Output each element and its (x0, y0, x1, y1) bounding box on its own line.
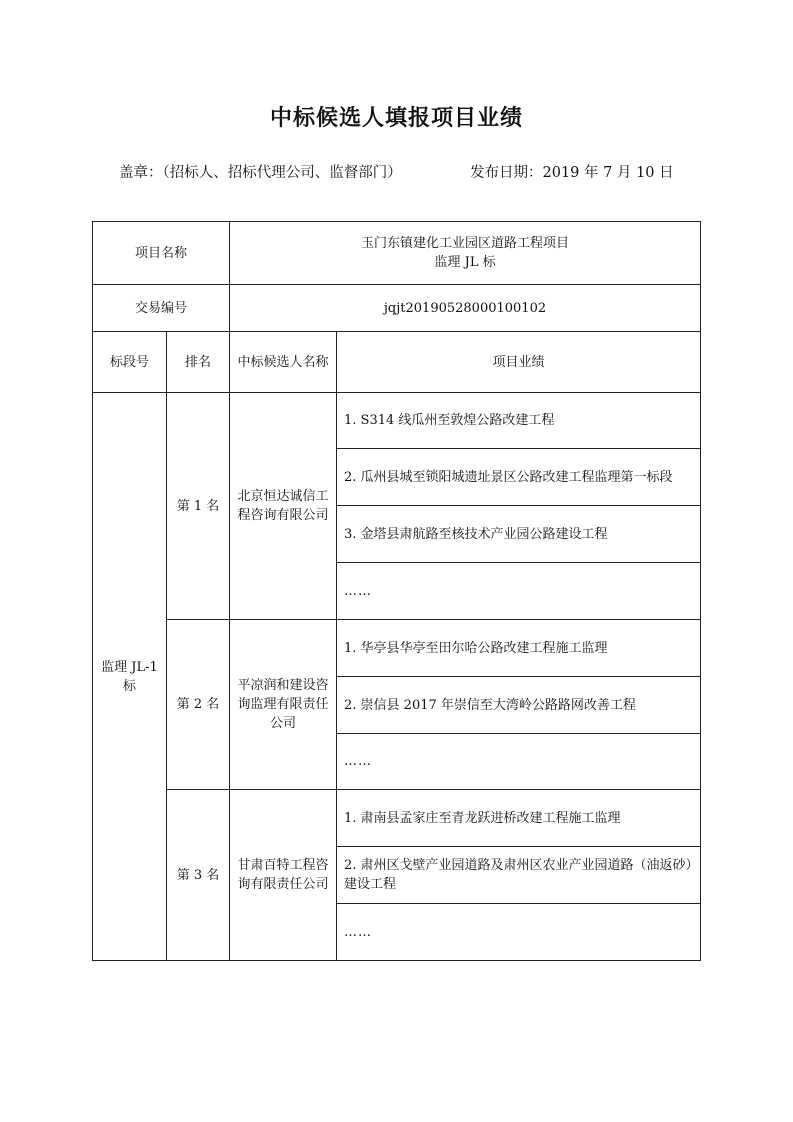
candidate-name-cell: 甘肃百特工程咨询有限责任公司 (230, 790, 337, 961)
header-performance: 项目业绩 (337, 332, 701, 393)
trade-number-row (93, 285, 701, 332)
candidate-name-cell: 北京恒达诚信工程咨询有限公司 (230, 393, 337, 620)
header-rank: 排名 (167, 332, 230, 393)
rank-cell: 第 3 名 (167, 790, 230, 961)
performance-item: 2. 崇信县 2017 年崇信至大湾岭公路路网改善工程 (337, 677, 701, 734)
performance-item: 1. 肃南县孟家庄至青龙跃进桥改建工程施工监理 (337, 790, 701, 847)
performance-table (92, 221, 701, 961)
header-candidate: 中标候选人名称 (230, 332, 337, 393)
trade-number-label: 交易编号 (93, 285, 230, 332)
candidate-name-cell: 平凉润和建设咨询监理有限责任公司 (230, 620, 337, 790)
project-name-label: 项目名称 (93, 222, 230, 285)
table-row (93, 620, 701, 677)
project-name-row (93, 222, 701, 285)
trade-number-value: jqjt20190528000100102 (230, 285, 701, 332)
performance-item: 2. 瓜州县城至锁阳城遗址景区公路改建工程监理第一标段 (337, 449, 701, 506)
performance-item: 1. 华亭县华亭至田尔哈公路改建工程施工监理 (337, 620, 701, 677)
performance-item-ellipsis: …… (337, 904, 701, 961)
table-row (93, 393, 701, 449)
performance-item: 3. 金塔县肃航路至核技术产业园公路建设工程 (337, 506, 701, 563)
performance-item-ellipsis: …… (337, 563, 701, 620)
page-title: 中标候选人填报项目业绩 (269, 106, 523, 131)
table-row (93, 790, 701, 847)
publish-date: 发布日期：2019 年 7 月 10 日 (470, 165, 674, 181)
header-section: 标段号 (93, 332, 167, 393)
header-row (93, 332, 701, 393)
rank-cell: 第 1 名 (167, 393, 230, 620)
stamp-line: 盖章：（招标人、招标代理公司、监督部门） (119, 165, 402, 181)
rank-cell: 第 2 名 (167, 620, 230, 790)
project-name-line2: 监理 JL 标 (434, 255, 496, 270)
section-cell: 监理 JL-1 标 (93, 393, 167, 961)
performance-item: 2. 肃州区戈壁产业园道路及肃州区农业产业园道路（油返砂）建设工程 (337, 847, 701, 904)
project-name-line1: 玉门东镇建化工业园区道路工程项目 (361, 236, 570, 251)
project-name-value (230, 222, 701, 285)
performance-item-ellipsis: …… (337, 734, 701, 790)
performance-item: 1. S314 线瓜州至敦煌公路改建工程 (337, 393, 701, 449)
